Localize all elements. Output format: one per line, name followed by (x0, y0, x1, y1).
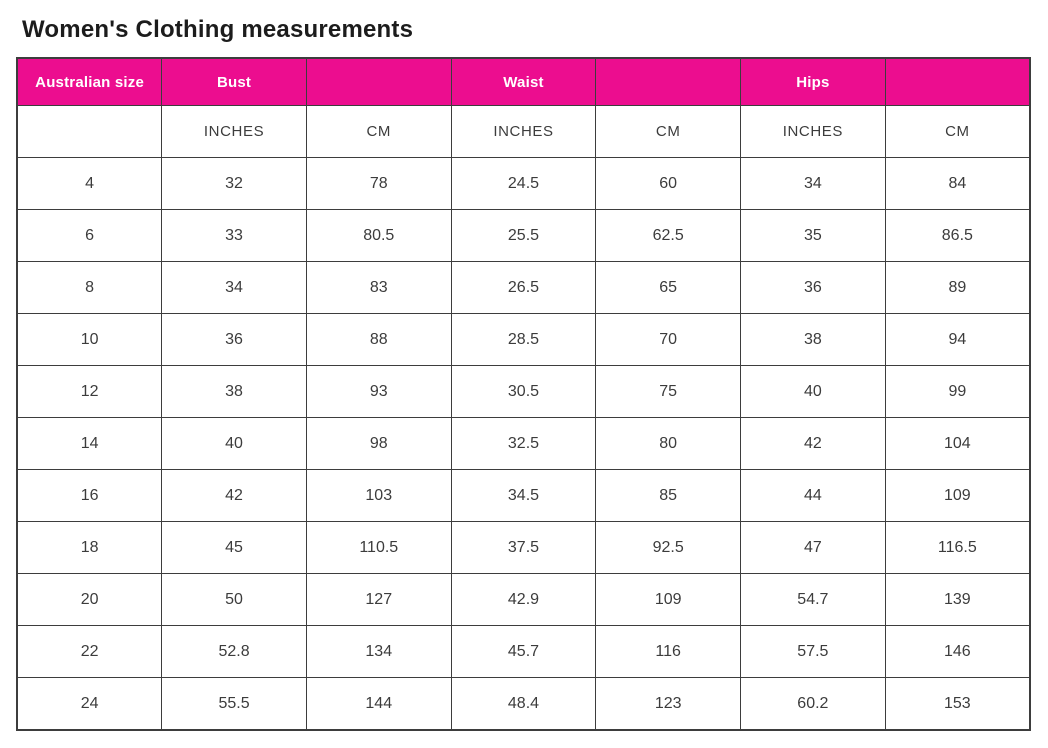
measurement-cell: 139 (885, 574, 1030, 626)
measurement-cell: 40 (162, 418, 307, 470)
measurement-cell: 47 (741, 522, 886, 574)
measurement-cell: 84 (885, 158, 1030, 210)
measurement-cell: 153 (885, 678, 1030, 731)
unit-cell-bust-cm: CM (306, 106, 451, 158)
measurement-cell: 94 (885, 314, 1030, 366)
size-cell: 20 (17, 574, 162, 626)
table-row (17, 366, 1030, 418)
table-body (17, 158, 1030, 731)
measurement-cell: 89 (885, 262, 1030, 314)
size-chart-table (16, 57, 1031, 731)
measurement-cell: 103 (306, 470, 451, 522)
measurement-cell: 42.9 (451, 574, 596, 626)
size-cell: 6 (17, 210, 162, 262)
measurement-cell: 55.5 (162, 678, 307, 731)
table-head (17, 58, 1030, 158)
measurement-cell: 34 (162, 262, 307, 314)
measurement-cell: 134 (306, 626, 451, 678)
measurement-cell: 36 (741, 262, 886, 314)
measurement-cell: 32.5 (451, 418, 596, 470)
unit-cell-hips-inches: INCHES (741, 106, 886, 158)
table-row (17, 574, 1030, 626)
header-bust: Bust (162, 58, 307, 106)
measurement-cell: 34.5 (451, 470, 596, 522)
unit-cell-bust-inches: INCHES (162, 106, 307, 158)
measurement-cell: 24.5 (451, 158, 596, 210)
measurement-cell: 25.5 (451, 210, 596, 262)
measurement-cell: 28.5 (451, 314, 596, 366)
table-row (17, 262, 1030, 314)
measurement-cell: 38 (741, 314, 886, 366)
size-cell: 10 (17, 314, 162, 366)
header-waist: Waist (451, 58, 596, 106)
measurement-cell: 57.5 (741, 626, 886, 678)
measurement-cell: 70 (596, 314, 741, 366)
unit-cell-waist-inches: INCHES (451, 106, 596, 158)
measurement-cell: 144 (306, 678, 451, 731)
measurement-cell: 80.5 (306, 210, 451, 262)
measurement-cell: 60.2 (741, 678, 886, 731)
measurement-cell: 42 (741, 418, 886, 470)
table-row (17, 626, 1030, 678)
measurement-cell: 109 (596, 574, 741, 626)
measurement-cell: 62.5 (596, 210, 741, 262)
size-cell: 4 (17, 158, 162, 210)
measurement-cell: 32 (162, 158, 307, 210)
measurement-cell: 42 (162, 470, 307, 522)
measurement-cell: 33 (162, 210, 307, 262)
measurement-cell: 38 (162, 366, 307, 418)
measurement-cell: 85 (596, 470, 741, 522)
measurement-cell: 86.5 (885, 210, 1030, 262)
measurement-cell: 34 (741, 158, 886, 210)
measurement-cell: 109 (885, 470, 1030, 522)
measurement-cell: 50 (162, 574, 307, 626)
unit-cell-blank (17, 106, 162, 158)
measurement-cell: 44 (741, 470, 886, 522)
measurement-cell: 54.7 (741, 574, 886, 626)
measurement-cell: 26.5 (451, 262, 596, 314)
table-row (17, 158, 1030, 210)
measurement-cell: 40 (741, 366, 886, 418)
header-hips: Hips (741, 58, 886, 106)
measurement-cell: 60 (596, 158, 741, 210)
measurement-cell: 52.8 (162, 626, 307, 678)
measurement-cell: 116.5 (885, 522, 1030, 574)
unit-cell-hips-cm: CM (885, 106, 1030, 158)
measurement-cell: 116 (596, 626, 741, 678)
measurement-cell: 99 (885, 366, 1030, 418)
size-cell: 12 (17, 366, 162, 418)
measurement-cell: 65 (596, 262, 741, 314)
measurement-cell: 98 (306, 418, 451, 470)
header-waist-cm-spacer (596, 58, 741, 106)
size-cell: 24 (17, 678, 162, 731)
table-row (17, 314, 1030, 366)
header-australian-size: Australian size (17, 58, 162, 106)
table-row (17, 210, 1030, 262)
measurement-cell: 88 (306, 314, 451, 366)
table-row (17, 522, 1030, 574)
size-cell: 8 (17, 262, 162, 314)
table-header-row (17, 58, 1030, 106)
measurement-cell: 48.4 (451, 678, 596, 731)
measurement-cell: 127 (306, 574, 451, 626)
size-cell: 14 (17, 418, 162, 470)
measurement-cell: 110.5 (306, 522, 451, 574)
measurement-cell: 45 (162, 522, 307, 574)
unit-cell-waist-cm: CM (596, 106, 741, 158)
measurement-cell: 35 (741, 210, 886, 262)
measurement-cell: 123 (596, 678, 741, 731)
table-row (17, 418, 1030, 470)
measurement-cell: 75 (596, 366, 741, 418)
measurement-cell: 83 (306, 262, 451, 314)
measurement-cell: 45.7 (451, 626, 596, 678)
table-row (17, 678, 1030, 731)
measurement-cell: 36 (162, 314, 307, 366)
measurement-cell: 30.5 (451, 366, 596, 418)
page-title: Women's Clothing measurements (22, 16, 414, 43)
size-cell: 16 (17, 470, 162, 522)
measurement-cell: 146 (885, 626, 1030, 678)
measurement-cell: 37.5 (451, 522, 596, 574)
measurement-cell: 93 (306, 366, 451, 418)
measurement-cell: 104 (885, 418, 1030, 470)
header-bust-cm-spacer (306, 58, 451, 106)
table-row (17, 470, 1030, 522)
measurement-cell: 80 (596, 418, 741, 470)
measurement-cell: 78 (306, 158, 451, 210)
header-hips-cm-spacer (885, 58, 1030, 106)
size-cell: 18 (17, 522, 162, 574)
measurement-cell: 92.5 (596, 522, 741, 574)
table-unit-row (17, 106, 1030, 158)
size-cell: 22 (17, 626, 162, 678)
